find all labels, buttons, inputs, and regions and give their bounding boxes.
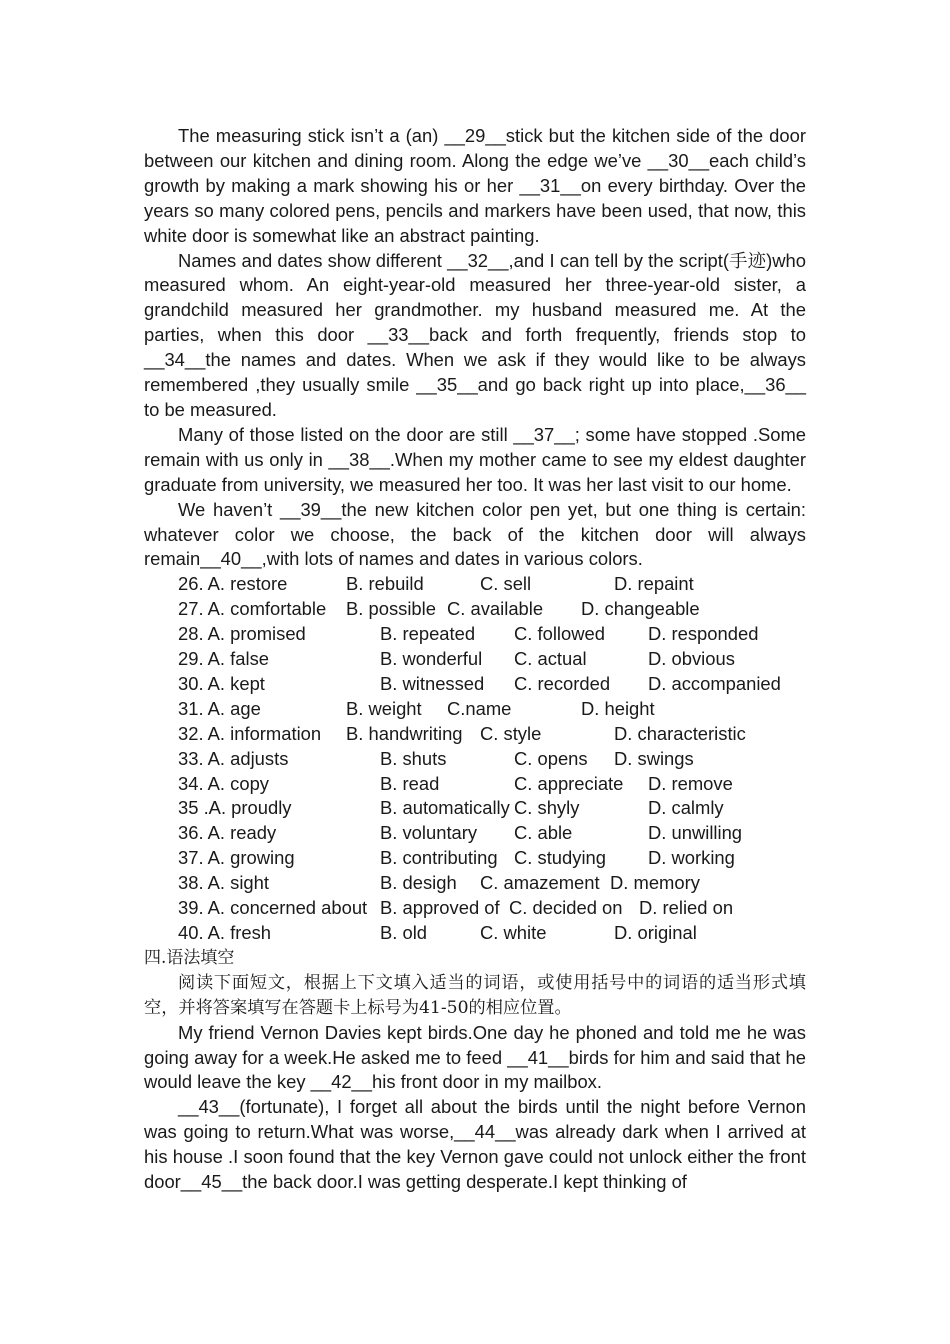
section-instruction: 阅读下面短文，根据上下文填入适当的词语，或使用括号中的词语的适当形式填空，并将答案填写在答题卡上标号为41-50的相应位置。 bbox=[144, 972, 806, 1018]
option-c: C. decided on bbox=[509, 897, 623, 919]
passage-paragraph-2: Names and dates show different __32__,and I can tell by the script(手迹)who measured whom. An eight-year-old measured her three-year-old sister, a grandchild measured her grandmother. my husband measured me. At the parties, when this door __33__back and forth frequently, friends stop to __34__the names and dates. When we ask if they would like to be always remembered ,they usually smile __35__and go back right up into place,__36__ to be measured. bbox=[144, 249, 806, 420]
option-d: D. relied on bbox=[639, 897, 734, 919]
option-d: D. responded bbox=[648, 623, 759, 645]
section-title: 四.语法填空 bbox=[144, 947, 235, 968]
option-d: D. remove bbox=[648, 772, 733, 794]
option-a: 32. A. information bbox=[178, 722, 322, 744]
question-40-options bbox=[144, 921, 806, 946]
passage2-paragraph-1: My friend Vernon Davies kept birds.One day he phoned and told me he was going away for a week.He asked me to feed __41__birds for him and said that he would leave the key __42__his front door in my mailbox. bbox=[144, 1021, 806, 1093]
option-d: D. height bbox=[581, 697, 655, 719]
option-b: B. approved of bbox=[380, 897, 500, 919]
question-26-options bbox=[144, 572, 806, 597]
question-34-options bbox=[144, 772, 806, 797]
option-b: B. possible bbox=[346, 598, 436, 620]
option-a: 29. A. false bbox=[178, 648, 269, 670]
option-d: D. memory bbox=[610, 872, 700, 894]
option-a: 39. A. concerned about bbox=[178, 897, 368, 919]
question-37-options bbox=[144, 846, 806, 871]
option-d: D. calmly bbox=[648, 797, 724, 819]
option-c: C. sell bbox=[480, 573, 532, 595]
option-c: C. shyly bbox=[514, 797, 580, 819]
option-c: C. available bbox=[447, 598, 544, 620]
option-c: C. white bbox=[480, 922, 547, 943]
passage2-paragraph-2: __43__(fortunate), I forget all about the birds until the night before Vernon was going to return.What was worse,__44__was already dark when I arrived at his house .I soon found that the key Vernon gave could not unlock either the front door__45__the back door.I was getting desperate.I kept thinking of bbox=[144, 1096, 806, 1193]
option-b: B. contributing bbox=[380, 847, 498, 869]
option-c: C. opens bbox=[514, 747, 588, 769]
options-list bbox=[144, 572, 806, 946]
option-c: C. able bbox=[514, 822, 573, 844]
option-c: C.name bbox=[447, 697, 512, 719]
question-29-options bbox=[144, 647, 806, 672]
option-b: B. witnessed bbox=[380, 672, 485, 694]
question-38-options bbox=[144, 871, 806, 896]
option-a: 35 .A. proudly bbox=[178, 797, 292, 819]
option-a: 31. A. age bbox=[178, 697, 261, 719]
option-a: 38. A. sight bbox=[178, 872, 269, 894]
option-b: B. weight bbox=[346, 697, 422, 719]
passage-paragraph-4: We haven’t __39__the new kitchen color pen yet, but one thing is certain: whatever color we choose, the back of the kitchen door will always remain__40__,with lots of names and dates in various colors. bbox=[144, 498, 806, 570]
option-a: 30. A. kept bbox=[178, 672, 265, 694]
question-36-options bbox=[144, 821, 806, 846]
option-a: 28. A. promised bbox=[178, 623, 306, 645]
option-b: B. handwriting bbox=[346, 722, 463, 744]
question-33-options bbox=[144, 747, 806, 772]
option-d: D. obvious bbox=[648, 648, 735, 670]
question-31-options bbox=[144, 697, 806, 722]
option-a: 34. A. copy bbox=[178, 772, 269, 794]
option-d: D. accompanied bbox=[648, 672, 781, 694]
option-b: B. automatically bbox=[380, 797, 510, 819]
option-c: C. studying bbox=[514, 847, 606, 869]
option-a: 40. A. fresh bbox=[178, 922, 272, 943]
option-a: 37. A. growing bbox=[178, 847, 295, 869]
option-a: 33. A. adjusts bbox=[178, 747, 289, 769]
option-b: B. voluntary bbox=[380, 822, 478, 844]
option-d: D. repaint bbox=[614, 573, 694, 595]
question-30-options bbox=[144, 672, 806, 697]
question-39-options bbox=[144, 896, 806, 921]
option-b: B. shuts bbox=[380, 747, 447, 769]
option-a: 36. A. ready bbox=[178, 822, 277, 844]
option-d: D. unwilling bbox=[648, 822, 743, 844]
option-c: C. actual bbox=[514, 648, 587, 670]
option-a: 26. A. restore bbox=[178, 573, 288, 595]
exam-content bbox=[144, 124, 806, 1195]
passage-paragraph-1: The measuring stick isn’t a (an) __29__stick but the kitchen side of the door between our kitchen and dining room. Along the edge we’ve __30__each child’s growth by making a mark showing his or her __31__on every birthday. Over the years so many colored pens, pencils and markers have been used, that now, this white door is somewhat like an abstract painting. bbox=[144, 125, 806, 246]
option-d: D. changeable bbox=[581, 598, 700, 620]
option-b: B. desigh bbox=[380, 872, 457, 894]
option-b: B. wonderful bbox=[380, 648, 483, 670]
option-c: C. recorded bbox=[514, 672, 611, 694]
option-b: B. repeated bbox=[380, 623, 476, 645]
option-d: D. original bbox=[614, 922, 697, 943]
question-35-options bbox=[144, 796, 806, 821]
option-d: D. working bbox=[648, 847, 735, 869]
option-b: B. rebuild bbox=[346, 573, 424, 595]
option-d: D. characteristic bbox=[614, 722, 746, 744]
option-a: 27. A. comfortable bbox=[178, 598, 327, 620]
option-d: D. swings bbox=[614, 747, 694, 769]
option-c: C. appreciate bbox=[514, 772, 624, 794]
question-27-options bbox=[144, 597, 806, 622]
option-b: B. read bbox=[380, 772, 440, 794]
question-32-options bbox=[144, 722, 806, 747]
question-28-options bbox=[144, 622, 806, 647]
option-b: B. old bbox=[380, 922, 428, 943]
passage-paragraph-3: Many of those listed on the door are still __37__; some have stopped .Some remain with us only in __38__.When my mother came to see my eldest daughter graduate from university, we measured her too. It was her last visit to our home. bbox=[144, 423, 806, 495]
option-c: C. amazement bbox=[480, 872, 600, 894]
option-c: C. followed bbox=[514, 623, 605, 645]
option-c: C. style bbox=[480, 722, 542, 744]
